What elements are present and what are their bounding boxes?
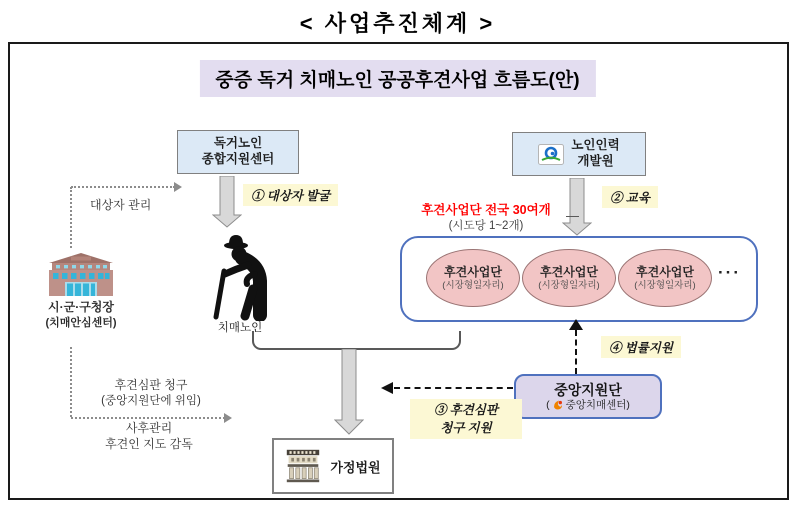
step1-label: ① 대상자 발굴 <box>243 184 338 206</box>
node-dokgeo-line1: 독거노인 <box>213 136 263 151</box>
node-jungang-support <box>514 374 662 419</box>
guardian-team-ellipse <box>618 249 712 307</box>
city-hall-building-icon <box>44 250 118 298</box>
petition-line2: (중앙지원단에 위임) <box>101 394 201 407</box>
city-mayor-label <box>18 300 144 330</box>
guardian-team-title: 후견사업단 <box>636 265 694 280</box>
page-title: < 사업추진체계 > <box>299 11 496 36</box>
guardian-team-title: 후견사업단 <box>444 265 502 280</box>
more-teams-ellipsis: ··· <box>718 263 741 282</box>
node-noin-dev <box>512 132 646 176</box>
diagram-heading: 중증 독거 치매노인 공공후견사업 흐름도(안) <box>199 60 595 97</box>
court-label: 가정법원 <box>330 459 381 475</box>
city-mayor-line1: 시·군·구청장 <box>48 300 114 314</box>
guardian-count-sub: (시도당 1~2개) <box>448 219 524 232</box>
guardian-team-subtitle: (시장형일자리) <box>538 279 600 291</box>
petition-line1: 후견심판 청구 <box>114 378 188 392</box>
jungang-center-logo-icon <box>552 399 564 411</box>
petition-label <box>78 378 224 409</box>
dotted-line-bottom-horizontal <box>71 417 225 419</box>
step3-label <box>410 399 522 439</box>
step3-line2: 청구 지원 <box>440 421 492 436</box>
node-noin-line2: 개발원 <box>577 154 614 168</box>
dashed-arrow-left-line <box>394 387 513 389</box>
jungang-center-name: 중앙치매센터) <box>565 398 630 411</box>
dotted-line-bottom-vertical <box>70 347 72 417</box>
elder-label: 치매노인 <box>217 322 263 334</box>
post-mgmt-line2: 후견인 지도 감독 <box>105 436 193 451</box>
dotted-line-top-vertical <box>70 187 72 248</box>
guardian-team-subtitle: (시장형일자리) <box>634 279 696 291</box>
elder-person-icon <box>196 231 286 321</box>
merge-bracket <box>252 331 461 350</box>
jungang-paren-open: ( <box>546 398 550 411</box>
noin-dev-logo-icon <box>538 144 564 165</box>
step3-line1: ③ 후견심판 <box>434 403 498 417</box>
block-arrow-down-center <box>334 349 364 435</box>
post-mgmt-line1: 사후관리 <box>125 421 173 435</box>
dotted-arrowhead-bottom <box>224 413 232 423</box>
step4-label: ④ 법률지원 <box>601 336 681 358</box>
node-noin-line1: 노인인력 <box>571 138 620 153</box>
node-noin-label <box>571 138 619 169</box>
guardian-team-subtitle: (시장형일자리) <box>442 279 504 291</box>
target-mgmt-label: 대상자 관리 <box>90 198 152 212</box>
guardian-count-text: 후견사업단 전국 30여개 <box>421 203 551 217</box>
guardian-team-ellipse <box>522 249 616 307</box>
node-jungang-sub <box>546 399 630 412</box>
post-mgmt-label <box>74 421 224 452</box>
courthouse-icon <box>285 448 321 484</box>
step2-label: ② 교육 <box>602 186 658 208</box>
dashed-arrow-up-line <box>575 330 577 374</box>
city-mayor-line2: (치매안심센터) <box>45 316 117 329</box>
guardian-team-ellipse <box>426 249 520 307</box>
guardian-team-title: 후견사업단 <box>540 265 598 280</box>
dotted-arrowhead-top <box>174 182 182 192</box>
node-dokgeo-center <box>177 130 299 174</box>
dashed-arrow-up-head <box>569 319 583 330</box>
node-jungang-title: 중앙지원단 <box>554 381 622 398</box>
node-family-court <box>272 438 394 494</box>
annotation-connector-line <box>566 216 579 217</box>
block-arrow-down-left <box>212 176 242 228</box>
dotted-line-top-horizontal <box>71 186 175 188</box>
dashed-arrow-left-head <box>381 382 393 394</box>
guardian-count-annotation <box>402 203 570 233</box>
node-dokgeo-line2: 종합지원센터 <box>201 152 275 166</box>
